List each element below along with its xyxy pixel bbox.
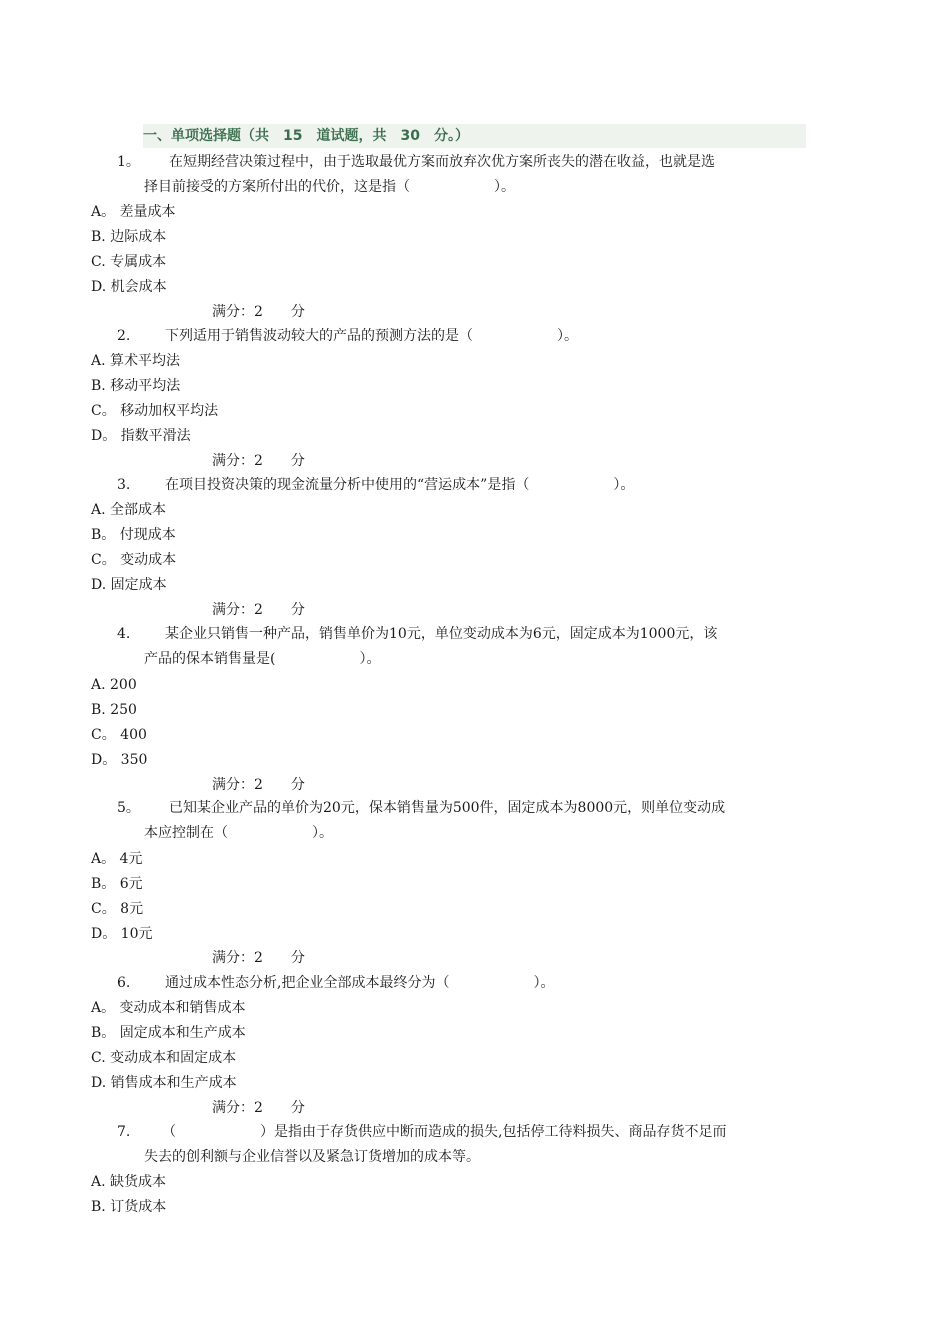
question-text: 在项目投资决策的现金流量分析中使用的“营运成本”是指（ ）。: [165, 477, 635, 493]
option-a: A。 差量成本: [91, 204, 176, 220]
option-b: B. 订货成本: [91, 1199, 167, 1215]
option-d: D。 指数平滑法: [91, 428, 191, 444]
option-b: B。 固定成本和生产成本: [91, 1025, 246, 1041]
option-c: C。 移动加权平均法: [91, 403, 219, 419]
question-number: 6.: [117, 975, 131, 991]
question-number: 1。: [117, 154, 140, 170]
score-label: 满分：2 分: [212, 453, 305, 469]
option-b: B。 付现成本: [91, 527, 176, 543]
option-b: B. 边际成本: [91, 229, 167, 245]
score-label: 满分：2 分: [212, 777, 305, 793]
question-text-continued: 本应控制在（ ）。: [144, 825, 333, 841]
option-c: C。 8元: [91, 901, 144, 917]
option-c: C。 400: [91, 727, 147, 743]
option-a: A。 变动成本和销售成本: [91, 1000, 246, 1016]
option-d: D。 350: [91, 752, 148, 768]
option-c: C. 专属成本: [91, 254, 167, 270]
question-number: 3.: [117, 477, 131, 493]
option-b: B。 6元: [91, 876, 143, 892]
question-text: 某企业只销售一种产品，销售单价为10元，单位变动成本为6元，固定成本为1000元，该: [165, 626, 718, 642]
question-number: 5。: [117, 800, 140, 816]
score-label: 满分：2 分: [212, 304, 305, 320]
question-text: 通过成本性态分析,把企业全部成本最终分为（ ）。: [165, 975, 555, 991]
option-c: C。 变动成本: [91, 552, 177, 568]
question-text: 下列适用于销售波动较大的产品的预测方法的是（ ）。: [165, 328, 578, 344]
option-b: B. 250: [91, 702, 137, 718]
question-number: 4.: [117, 626, 131, 642]
option-b: B. 移动平均法: [91, 378, 181, 394]
score-label: 满分：2 分: [212, 950, 305, 966]
option-c: C. 变动成本和固定成本: [91, 1050, 237, 1066]
option-a: A. 200: [91, 677, 137, 693]
option-a: A. 全部成本: [91, 502, 167, 518]
question-text: （ ）是指由于存货供应中断而造成的损失,包括停工待料损失、商品存货不足而: [155, 1124, 727, 1140]
option-d: D. 销售成本和生产成本: [91, 1075, 237, 1091]
option-d: D. 机会成本: [91, 279, 167, 295]
section-header: 一、单项选择题（共 15 道试题，共 30 分。）: [143, 124, 806, 148]
option-d: D。 10元: [91, 926, 153, 942]
question-number: 2.: [117, 328, 131, 344]
question-text: 已知某企业产品的单价为20元，保本销售量为500件，固定成本为8000元，则单位变动成: [155, 800, 726, 816]
question-text: 在短期经营决策过程中，由于选取最优方案而放弃次优方案所丧失的潜在收益，也就是选: [155, 154, 715, 170]
option-d: D. 固定成本: [91, 577, 167, 593]
score-label: 满分：2 分: [212, 1100, 305, 1116]
question-text-continued: 失去的创利额与企业信誉以及紧急订货增加的成本等。: [144, 1149, 480, 1165]
question-text-continued: 产品的保本销售量是( ）。: [144, 651, 381, 667]
option-a: A. 算术平均法: [91, 353, 181, 369]
question-text-continued: 择目前接受的方案所付出的代价，这是指（ ）。: [144, 179, 515, 195]
score-label: 满分：2 分: [212, 602, 305, 618]
option-a: A. 缺货成本: [91, 1174, 167, 1190]
question-number: 7.: [117, 1124, 131, 1140]
option-a: A。 4元: [91, 851, 143, 867]
